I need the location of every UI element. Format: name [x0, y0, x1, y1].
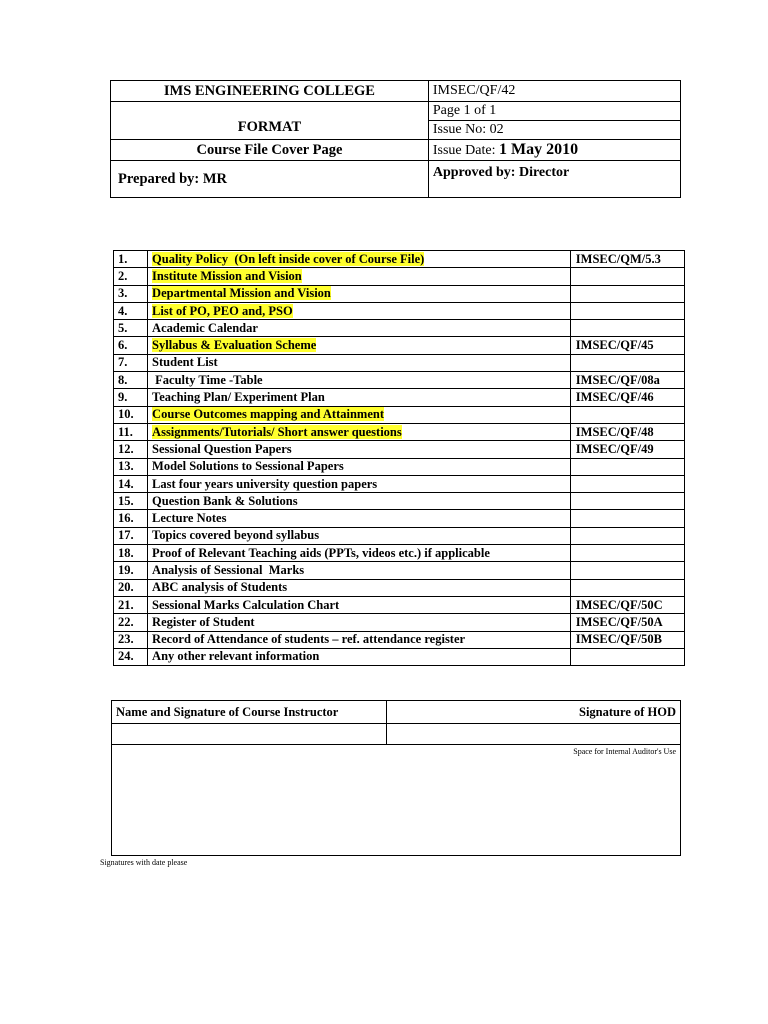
item-description: ABC analysis of Students [152, 580, 288, 595]
auditor-label: Space for Internal Auditor's Use [573, 747, 676, 756]
item-number: 21. [114, 596, 148, 613]
list-item [114, 562, 685, 579]
item-description: Sessional Marks Calculation Chart [152, 597, 340, 612]
instructor-signature-label: Name and Signature of Course Instructor [112, 701, 387, 724]
item-form-code [570, 406, 684, 423]
issue-date-value: 1 May 2010 [498, 141, 579, 158]
item-form-code [570, 579, 684, 596]
item-form-code [570, 320, 684, 337]
item-form-code [570, 527, 684, 544]
item-number: 2. [114, 268, 148, 285]
item-description: Question Bank & Solutions [152, 493, 298, 508]
item-description-cell [148, 648, 571, 665]
item-description: Analysis of Sessional Marks [152, 562, 305, 577]
item-description-cell [148, 614, 571, 631]
item-form-code [570, 562, 684, 579]
item-description-cell [148, 423, 571, 440]
item-number: 3. [114, 285, 148, 302]
item-description-cell [148, 337, 571, 354]
page-title: Course File Cover Page [111, 140, 429, 161]
item-form-code [570, 285, 684, 302]
item-number: 9. [114, 389, 148, 406]
prepared-by: Prepared by: MR [111, 161, 429, 198]
item-form-code: IMSEC/QF/49 [570, 441, 684, 458]
item-description-cell [148, 493, 571, 510]
item-description: Register of Student [152, 614, 255, 629]
list-item [114, 285, 685, 302]
item-description-cell [148, 251, 571, 268]
item-description-cell [148, 320, 571, 337]
item-form-code: IMSEC/QF/50B [570, 631, 684, 648]
item-form-code [570, 545, 684, 562]
approved-by: Approved by: Director [428, 161, 680, 198]
item-number: 11. [114, 423, 148, 440]
item-form-code [570, 458, 684, 475]
item-description: Topics covered beyond syllabus [152, 528, 320, 543]
list-item [114, 337, 685, 354]
list-item [114, 545, 685, 562]
item-form-code [570, 648, 684, 665]
item-description: Model Solutions to Sessional Papers [152, 459, 344, 474]
issue-date [428, 140, 680, 161]
item-description: Lecture Notes [152, 511, 227, 526]
item-description-cell [148, 458, 571, 475]
item-number: 16. [114, 510, 148, 527]
item-description: List of PO, PEO and, PSO [152, 303, 293, 318]
list-item [114, 614, 685, 631]
list-item [114, 458, 685, 475]
item-form-code: IMSEC/QF/46 [570, 389, 684, 406]
list-item [114, 493, 685, 510]
item-number: 8. [114, 372, 148, 389]
signature-table [111, 700, 681, 856]
college-name: IMS ENGINEERING COLLEGE [111, 81, 429, 102]
item-description: Academic Calendar [152, 320, 258, 335]
format-label: FORMAT [111, 102, 429, 140]
list-item [114, 354, 685, 371]
item-form-code [570, 493, 684, 510]
item-description: Any other relevant information [152, 649, 320, 664]
instructor-signature-field [112, 724, 387, 745]
item-number: 19. [114, 562, 148, 579]
item-number: 7. [114, 354, 148, 371]
item-form-code: IMSEC/QF/08a [570, 372, 684, 389]
item-form-code [570, 354, 684, 371]
list-item [114, 648, 685, 665]
item-description: Faculty Time -Table [152, 372, 263, 387]
item-number: 22. [114, 614, 148, 631]
item-number: 4. [114, 302, 148, 319]
item-description: Syllabus & Evaluation Scheme [152, 338, 317, 353]
item-number: 17. [114, 527, 148, 544]
list-item [114, 527, 685, 544]
list-item [114, 251, 685, 268]
item-description-cell [148, 596, 571, 613]
item-description: Teaching Plan/ Experiment Plan [152, 390, 325, 405]
item-description: Record of Attendance of students – ref. attendance register [152, 632, 466, 647]
item-description-cell [148, 389, 571, 406]
item-number: 24. [114, 648, 148, 665]
item-form-code: IMSEC/QF/48 [570, 423, 684, 440]
item-description-cell [148, 268, 571, 285]
item-description-cell [148, 562, 571, 579]
item-number: 1. [114, 251, 148, 268]
item-description-cell [148, 579, 571, 596]
list-item [114, 406, 685, 423]
list-item [114, 423, 685, 440]
hod-signature-label: Signature of HOD [387, 701, 681, 724]
item-description-cell [148, 631, 571, 648]
list-item [114, 631, 685, 648]
item-description: Institute Mission and Vision [152, 268, 302, 283]
item-description-cell [148, 372, 571, 389]
item-description-cell [148, 545, 571, 562]
item-form-code [570, 475, 684, 492]
item-description: Proof of Relevant Teaching aids (PPTs, videos etc.) if applicable [152, 545, 490, 560]
item-number: 12. [114, 441, 148, 458]
issue-date-label: Issue Date: [432, 143, 496, 158]
item-description-cell [148, 285, 571, 302]
list-item [114, 268, 685, 285]
item-number: 18. [114, 545, 148, 562]
auditor-space [112, 745, 681, 856]
list-item [114, 372, 685, 389]
header-table [110, 80, 681, 198]
item-form-code: IMSEC/QF/50A [570, 614, 684, 631]
item-description-cell [148, 475, 571, 492]
signature-footnote: Signatures with date please [100, 858, 188, 867]
list-item [114, 302, 685, 319]
item-form-code: IMSEC/QF/50C [570, 596, 684, 613]
item-number: 23. [114, 631, 148, 648]
list-item [114, 475, 685, 492]
list-item [114, 579, 685, 596]
item-number: 6. [114, 337, 148, 354]
list-item [114, 596, 685, 613]
hod-signature-field [387, 724, 681, 745]
item-description: Sessional Question Papers [152, 441, 292, 456]
list-item [114, 510, 685, 527]
list-item [114, 389, 685, 406]
item-description-cell [148, 354, 571, 371]
checklist-body [114, 251, 685, 666]
document-code: IMSEC/QF/42 [428, 81, 680, 102]
item-number: 14. [114, 475, 148, 492]
item-number: 10. [114, 406, 148, 423]
list-item [114, 320, 685, 337]
item-description-cell [148, 302, 571, 319]
item-description: Course Outcomes mapping and Attainment [152, 407, 385, 422]
item-description: Student List [152, 355, 218, 370]
item-form-code [570, 510, 684, 527]
item-number: 15. [114, 493, 148, 510]
item-number: 5. [114, 320, 148, 337]
item-description: Quality Policy (On left inside cover of Course File) [152, 251, 425, 266]
item-description: Departmental Mission and Vision [152, 286, 331, 301]
item-form-code [570, 302, 684, 319]
item-description-cell [148, 527, 571, 544]
item-description-cell [148, 441, 571, 458]
item-number: 13. [114, 458, 148, 475]
item-form-code: IMSEC/QM/5.3 [570, 251, 684, 268]
list-item [114, 441, 685, 458]
item-number: 20. [114, 579, 148, 596]
item-description: Assignments/Tutorials/ Short answer questions [152, 424, 402, 439]
checklist-table [113, 250, 685, 666]
issue-number: Issue No: 02 [428, 121, 680, 140]
page-number: Page 1 of 1 [428, 102, 680, 121]
item-description-cell [148, 510, 571, 527]
item-description: Last four years university question papers [152, 476, 378, 491]
item-form-code: IMSEC/QF/45 [570, 337, 684, 354]
item-description-cell [148, 406, 571, 423]
item-form-code [570, 268, 684, 285]
